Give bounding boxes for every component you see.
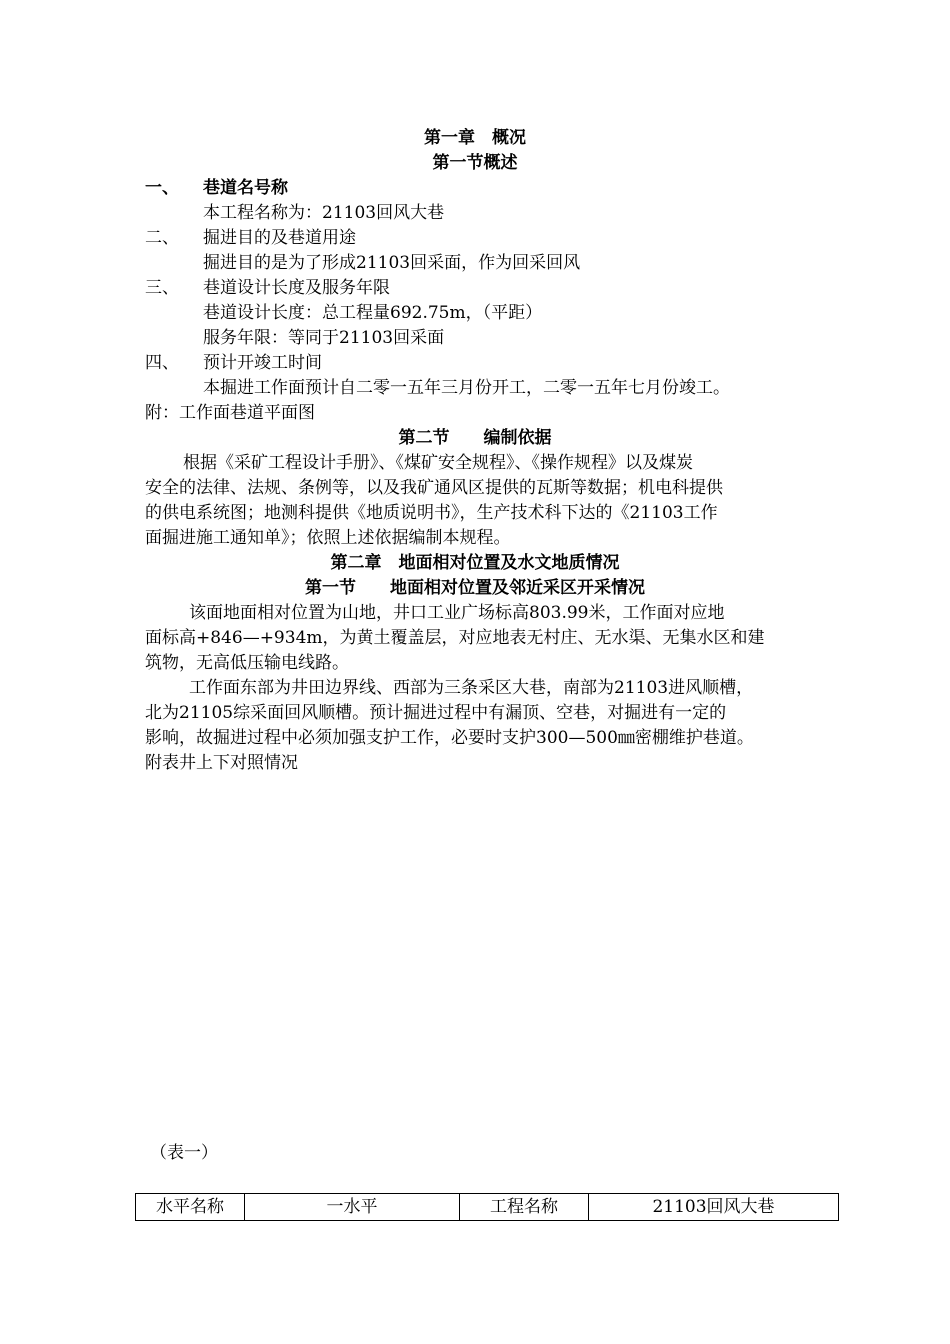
section2-line2: 安全的法律、法规、条例等，以及我矿通风区提供的瓦斯等数据；机电科提供 xyxy=(145,478,723,498)
table-cell-level-label: 水平名称 xyxy=(136,1194,245,1221)
chapter1-section2-title: 第二节 编制依据 xyxy=(398,428,552,448)
item4-num: 四、 xyxy=(145,353,179,373)
item1-num: 一、 xyxy=(145,178,179,198)
chapter1-section1-title: 第一节概述 xyxy=(432,153,518,173)
para1-line3: 筑物，无高低压输电线路。 xyxy=(145,653,349,673)
item3-line2: 服务年限：等同于21103回采面 xyxy=(203,328,445,348)
item4-line1: 本掘进工作面预计自二零一五年三月份开工，二零一五年七月份竣工。 xyxy=(203,378,730,398)
project-info-table xyxy=(135,1193,839,1221)
chapter2-title: 第二章 地面相对位置及水文地质情况 xyxy=(330,553,620,573)
table-cell-level-value: 一水平 xyxy=(245,1194,460,1221)
item2-heading xyxy=(145,226,356,250)
section2-line3: 的供电系统图；地测科提供《地质说明书》，生产技术科下达的《21103工作 xyxy=(145,503,718,523)
item1-line1: 本工程名称为：21103回风大巷 xyxy=(203,203,445,223)
attachment-note: 附：工作面巷道平面图 xyxy=(145,403,315,423)
chapter1-title: 第一章 概况 xyxy=(424,128,526,148)
para2-line4: 附表井上下对照情况 xyxy=(145,753,298,773)
item1-heading xyxy=(145,176,288,200)
para2-line1: 工作面东部为井田边界线、西部为三条采区大巷，南部为21103进风顺槽， xyxy=(189,678,754,698)
table-row xyxy=(136,1194,839,1221)
para2-line3: 影响，故掘进过程中必须加强支护工作，必要时支护300—500㎜密棚维护巷道。 xyxy=(145,728,754,748)
item2-line1: 掘进目的是为了形成21103回采面，作为回采回风 xyxy=(203,253,581,273)
para1-line1: 该面地面相对位置为山地，井口工业广场标高803.99米，工作面对应地 xyxy=(189,603,725,623)
item3-heading-text: 巷道设计长度及服务年限 xyxy=(203,278,390,298)
item3-heading xyxy=(145,276,390,300)
table-cell-project-label: 工程名称 xyxy=(460,1194,589,1221)
item1-heading-text: 巷道名号称 xyxy=(203,178,288,198)
section2-line4: 面掘进施工通知单》；依照上述依据编制本规程。 xyxy=(145,528,511,548)
item2-heading-text: 掘进目的及巷道用途 xyxy=(203,228,356,248)
table-cell-project-value: 21103回风大巷 xyxy=(589,1194,839,1221)
item4-heading xyxy=(145,351,322,375)
item4-heading-text: 预计开竣工时间 xyxy=(203,353,322,373)
chapter2-section1-title: 第一节 地面相对位置及邻近采区开采情况 xyxy=(305,578,645,598)
item2-num: 二、 xyxy=(145,228,179,248)
item3-num: 三、 xyxy=(145,278,179,298)
para2-line2: 北为21105综采面回风顺槽。预计掘进过程中有漏顶、空巷，对掘进有一定的 xyxy=(145,703,727,723)
table1-caption: （表一） xyxy=(150,1143,218,1163)
item3-line1: 巷道设计长度：总工程量692.75m，（平距） xyxy=(203,303,543,323)
para1-line2: 面标高+846—+934m，为黄土覆盖层，对应地表无村庄、无水渠、无集水区和建 xyxy=(145,628,765,648)
section2-line1: 根据《采矿工程设计手册》、《煤矿安全规程》、《操作规程》以及煤炭 xyxy=(183,453,693,473)
